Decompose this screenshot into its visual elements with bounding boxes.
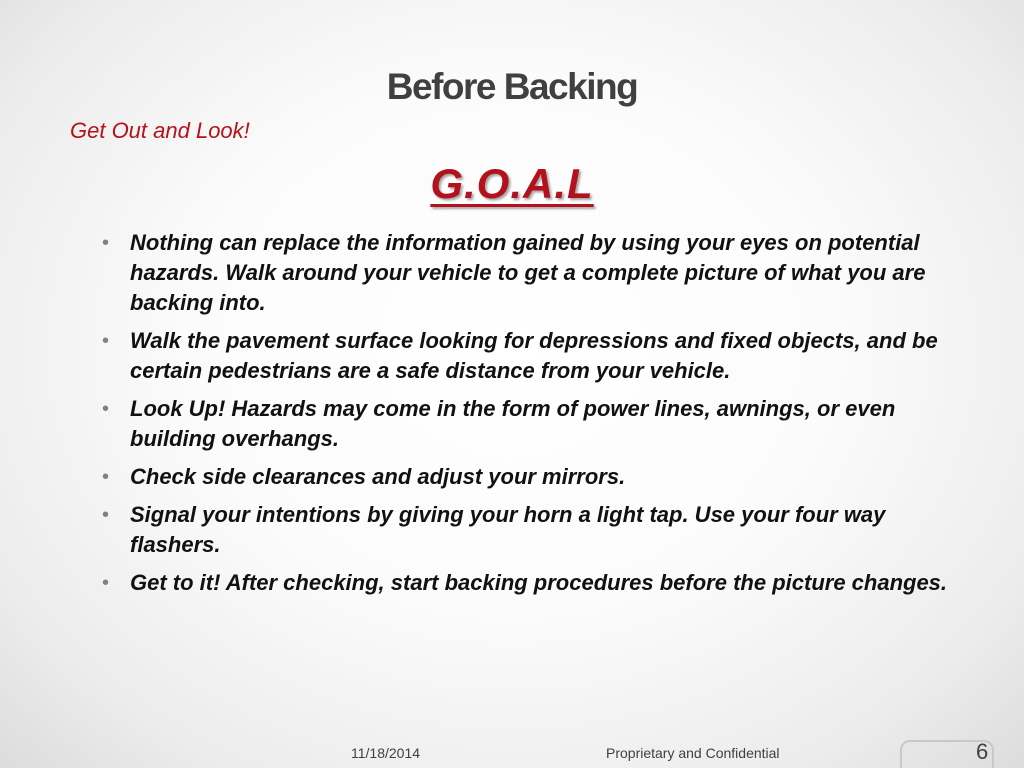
- bullet-text: Walk the pavement surface looking for depressions and fixed objects, and be certain pedestrians are a safe distance from your vehicle.: [130, 328, 938, 383]
- bullet-text: Look Up! Hazards may come in the form of power lines, awnings, or even building overhangs.: [130, 396, 896, 451]
- bullet-item: [102, 394, 972, 454]
- bullet-item: [102, 568, 972, 598]
- goal-heading: G.O.A.L: [430, 160, 594, 207]
- bullet-item: [102, 326, 972, 386]
- bullet-item: [102, 228, 972, 318]
- footer-confidentiality: Proprietary and Confidential: [606, 745, 780, 761]
- bullet-text: Get to it! After checking, start backing procedures before the picture changes.: [130, 570, 948, 595]
- bullet-glyph: •: [102, 330, 110, 352]
- slide-title: Before Backing: [386, 66, 638, 107]
- footer-date: 11/18/2014: [351, 745, 421, 761]
- bullet-glyph: •: [102, 504, 110, 526]
- bullet-glyph: •: [102, 398, 110, 420]
- bullet-glyph: •: [102, 232, 110, 254]
- bullet-text: Nothing can replace the information gained by using your eyes on potential hazards. Walk around your vehicle to get a complete picture of what you are backing into.: [130, 230, 926, 315]
- bullet-glyph: •: [102, 466, 110, 488]
- bullet-item: [102, 462, 972, 492]
- slide-subtitle: Get Out and Look!: [70, 118, 250, 143]
- bullet-text: Check side clearances and adjust your mirrors.: [130, 464, 626, 489]
- bullet-list: [102, 228, 972, 606]
- page-number: 6: [976, 739, 989, 764]
- bullet-glyph: •: [102, 572, 110, 594]
- bullet-item: [102, 500, 972, 560]
- bullet-text: Signal your intentions by giving your horn a light tap. Use your four way flashers.: [130, 502, 886, 557]
